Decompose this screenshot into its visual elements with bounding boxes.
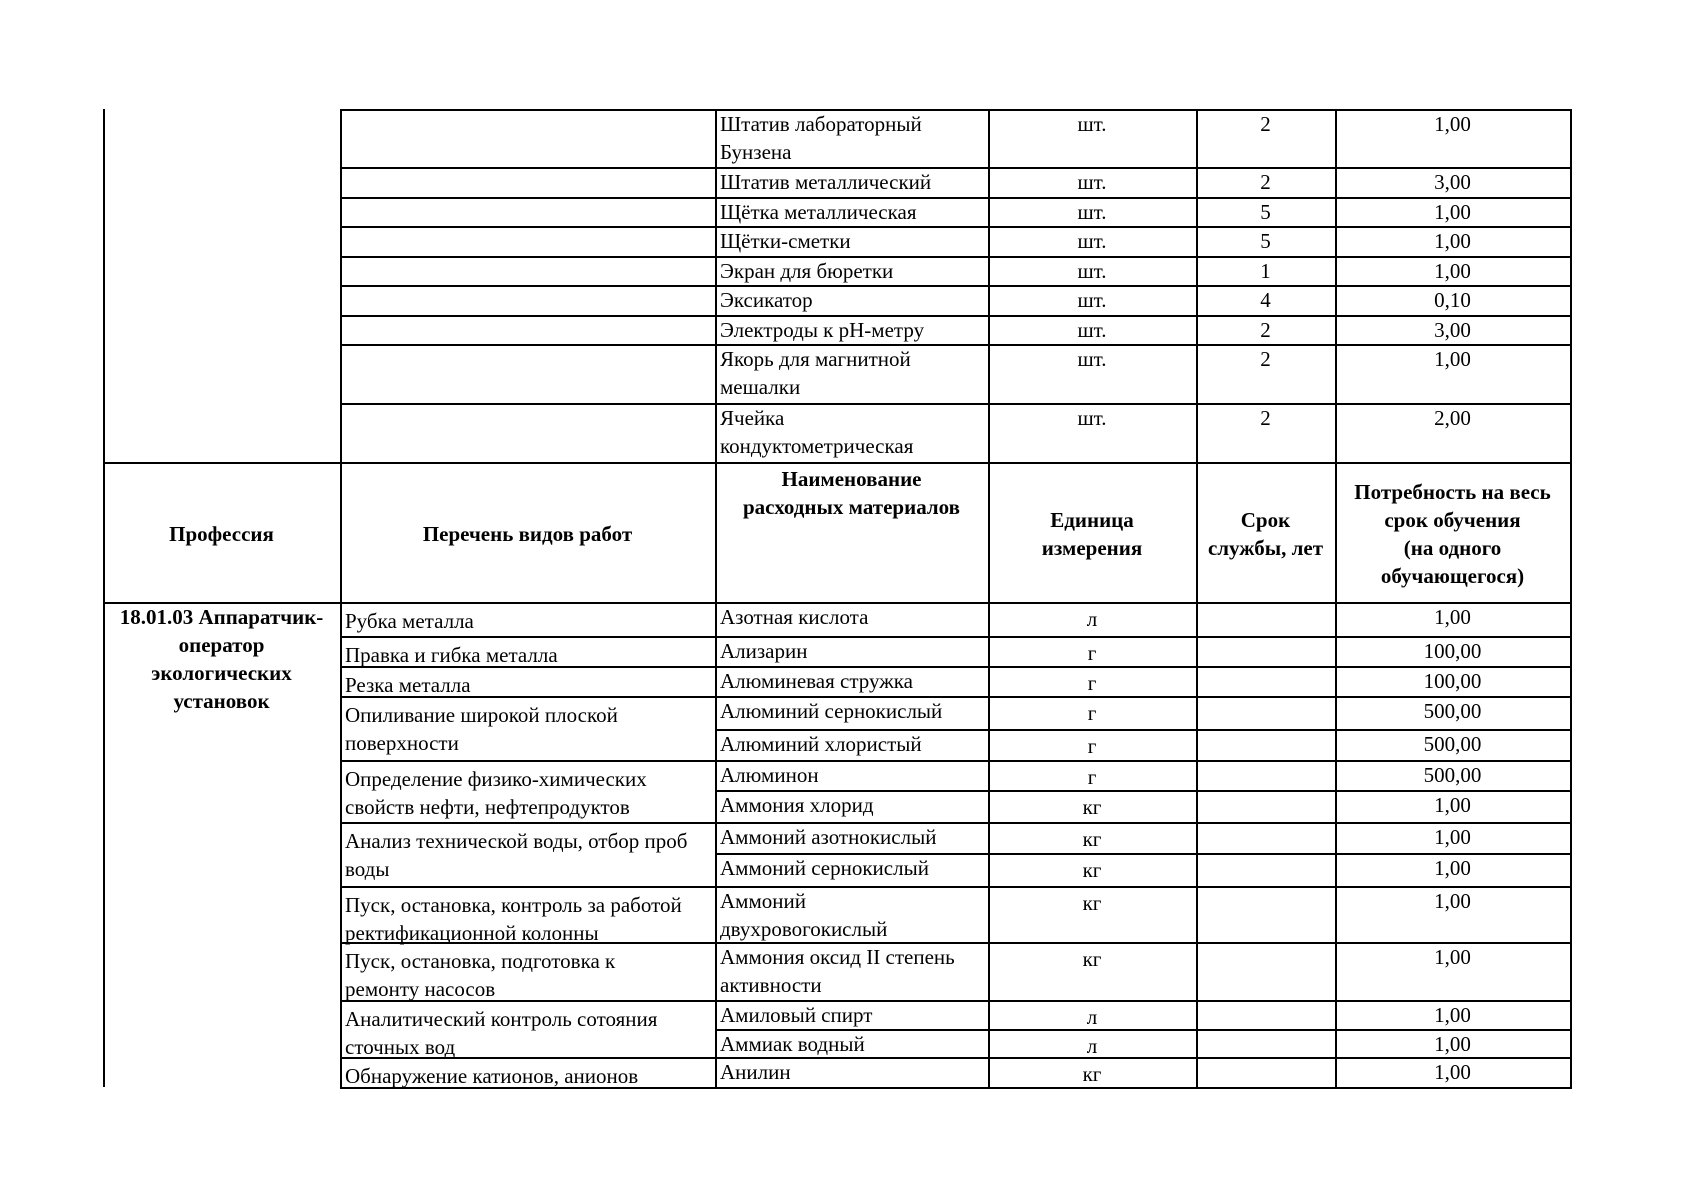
work-type: Обнаружение катионов, анионов	[345, 1064, 639, 1088]
requirement: 1,00	[1434, 605, 1471, 629]
service-life: 4	[1260, 288, 1271, 312]
requirement: 500,00	[1423, 763, 1482, 787]
service-life: 5	[1260, 200, 1271, 224]
unit: кг	[1082, 827, 1102, 851]
unit: кг	[1082, 795, 1102, 819]
unit: л	[1086, 1005, 1098, 1029]
unit: л	[1086, 1034, 1098, 1058]
service-life: 2	[1260, 406, 1271, 430]
material-name: Экран для бюретки	[720, 259, 894, 283]
material-name: Ячейка кондуктометрическая	[720, 406, 914, 458]
material-name: Аммония хлорид	[720, 793, 874, 817]
service-life: 1	[1260, 259, 1271, 283]
material-name: Ализарин	[720, 639, 808, 663]
material-name: Алюминий сернокислый	[720, 699, 943, 723]
unit: г	[1087, 765, 1097, 789]
header-column-line	[1570, 462, 1572, 602]
header-material: Наименование расходных материалов	[742, 467, 960, 519]
requirement: 1,00	[1434, 793, 1471, 817]
material-name: Алюминон	[720, 763, 819, 787]
main-column-line	[340, 602, 342, 1087]
service-life: 2	[1260, 170, 1271, 194]
requirement: 500,00	[1423, 699, 1482, 723]
unit: шт.	[1077, 229, 1107, 253]
material-name: Аммоний азотнокислый	[720, 825, 937, 849]
work-type: Правка и гибка металла	[345, 643, 558, 667]
requirement: 1,00	[1434, 347, 1471, 371]
unit: г	[1087, 671, 1097, 695]
work-type: Пуск, остановка, подготовка к ремонту насосов	[345, 949, 616, 1001]
material-name: Амиловый спирт	[720, 1003, 873, 1027]
material-name: Штатив металлический	[720, 170, 932, 194]
work-type: Пуск, остановка, контроль за работой ректификационной колонны	[345, 893, 682, 945]
unit: г	[1087, 641, 1097, 665]
unit: шт.	[1077, 347, 1107, 371]
requirement: 0,10	[1434, 288, 1471, 312]
header-requirement: Потребность на весь срок обучения (на одного обучающегося)	[1354, 480, 1551, 588]
works-row-line	[340, 822, 717, 824]
main-column-line	[1196, 602, 1198, 1087]
unit: шт.	[1077, 112, 1107, 136]
requirement: 1,00	[1434, 259, 1471, 283]
requirement: 1,00	[1434, 229, 1471, 253]
header-top-line	[103, 462, 1572, 464]
work-type: Опиливание широкой плоской поверхности	[345, 703, 618, 755]
material-name: Электроды к рН-метру	[720, 318, 925, 342]
unit: л	[1086, 607, 1098, 631]
work-type: Резка металла	[345, 673, 471, 697]
works-row-line	[340, 602, 717, 604]
header-works: Перечень видов работ	[422, 522, 633, 546]
unit: г	[1087, 734, 1097, 758]
material-name: Аммония оксид II степень активности	[720, 945, 955, 997]
material-name: Алюминевая стружка	[720, 669, 913, 693]
requirement: 3,00	[1434, 318, 1471, 342]
requirement: 100,00	[1423, 669, 1482, 693]
material-name: Аммоний двухровогокислый	[720, 889, 888, 941]
material-name: Анилин	[720, 1060, 791, 1084]
profession-name: 18.01.03 Аппаратчик- оператор экологических установок	[119, 605, 324, 713]
work-type: Анализ технической воды, отбор проб воды	[345, 829, 688, 881]
top-table-column-line	[1570, 109, 1572, 462]
requirement: 1,00	[1434, 112, 1471, 136]
requirement: 1,00	[1434, 856, 1471, 880]
material-name: Азотная кислота	[720, 605, 869, 629]
service-life: 2	[1260, 112, 1271, 136]
work-type: Аналитический контроль сотояния сточных вод	[345, 1007, 658, 1059]
requirement: 1,00	[1434, 889, 1471, 913]
unit: шт.	[1077, 259, 1107, 283]
material-name: Щётки-сметки	[720, 229, 851, 253]
requirement: 1,00	[1434, 825, 1471, 849]
unit: кг	[1082, 858, 1102, 882]
work-type: Определение физико-химических свойств нефти, нефтепродуктов	[345, 767, 647, 819]
requirement: 1,00	[1434, 200, 1471, 224]
material-name: Эксикатор	[720, 288, 813, 312]
header-unit: Единица измерения	[1041, 508, 1143, 560]
unit: шт.	[1077, 288, 1107, 312]
requirement: 1,00	[1434, 1060, 1471, 1084]
works-row-line	[340, 760, 717, 762]
requirement: 1,00	[1434, 945, 1471, 969]
requirement: 1,00	[1434, 1032, 1471, 1056]
header-service-life: Срок службы, лет	[1207, 508, 1324, 560]
unit: шт.	[1077, 170, 1107, 194]
unit: кг	[1082, 947, 1102, 971]
unit: шт.	[1077, 318, 1107, 342]
material-name: Аммиак водный	[720, 1032, 865, 1056]
service-life: 2	[1260, 318, 1271, 342]
left-border-rule	[103, 109, 105, 1087]
works-row-line	[340, 886, 717, 888]
top-table-column-line	[340, 109, 342, 462]
service-life: 2	[1260, 347, 1271, 371]
material-name: Штатив лабораторный Бунзена	[720, 112, 922, 164]
unit: кг	[1082, 891, 1102, 915]
header-profession: Профессия	[169, 522, 274, 546]
unit: кг	[1082, 1062, 1102, 1086]
work-type: Рубка металла	[345, 609, 474, 633]
material-name: Щётка металлическая	[720, 200, 917, 224]
requirement: 2,00	[1434, 406, 1471, 430]
material-name: Якорь для магнитной мешалки	[720, 347, 911, 399]
unit: шт.	[1077, 200, 1107, 224]
unit: шт.	[1077, 406, 1107, 430]
top-table-column-line	[715, 109, 717, 462]
works-row-line	[340, 636, 717, 638]
main-column-line	[715, 602, 717, 1087]
requirement: 3,00	[1434, 170, 1471, 194]
main-column-line	[1570, 602, 1572, 1087]
requirement: 100,00	[1423, 639, 1482, 663]
requirement: 1,00	[1434, 1003, 1471, 1027]
service-life: 5	[1260, 229, 1271, 253]
material-name: Алюминий хлористый	[720, 732, 922, 756]
unit: г	[1087, 701, 1097, 725]
material-name: Аммоний сернокислый	[720, 856, 929, 880]
requirement: 500,00	[1423, 732, 1482, 756]
